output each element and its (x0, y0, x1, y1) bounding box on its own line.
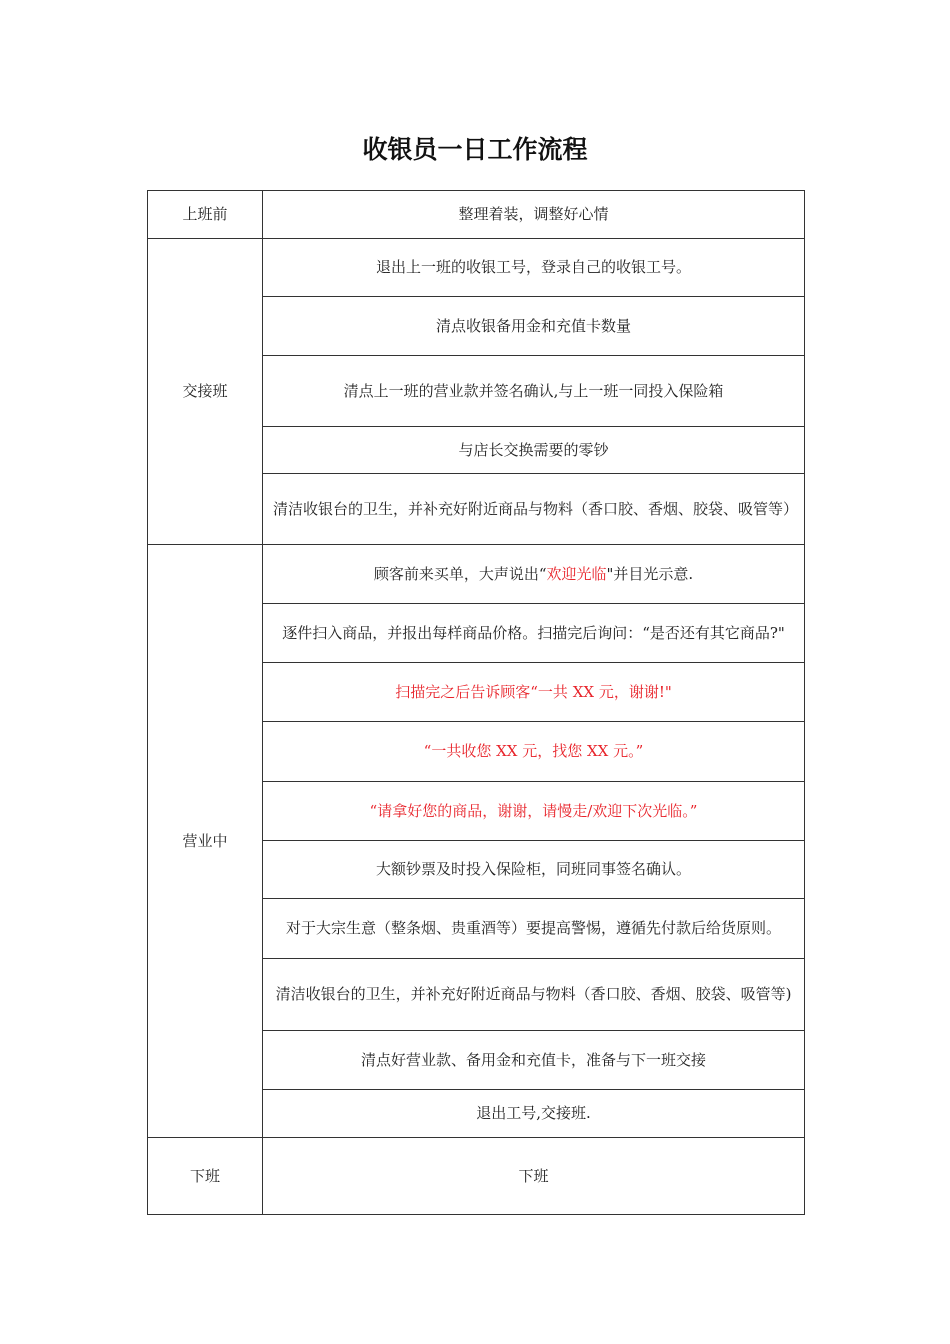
step-text: 退出上一班的收银工号，登录自己的收银工号。 (375, 258, 691, 276)
step-cell (263, 899, 805, 959)
table-row (148, 239, 805, 297)
step-cell (263, 191, 805, 239)
step-cell (263, 841, 805, 899)
table-row (148, 1138, 805, 1215)
step-text: 退出工号,交接班. (476, 1104, 591, 1122)
step-text: 清点上一班的营业款并签名确认,与上一班一同投入保险箱 (343, 381, 724, 400)
step-text: 逐件扫入商品，并报出每样商品价格。扫描完后询问：“是否还有其它商品?" (282, 623, 785, 642)
step-cell (263, 356, 805, 427)
step-text: 清点好营业款、备用金和充值卡，准备与下一班交接 (360, 1050, 706, 1069)
step-cell (263, 663, 805, 722)
step-text: 下班 (518, 1166, 549, 1185)
step-highlight-text: 扫描完之后告诉顾客“一共 XX 元，谢谢!" (395, 682, 672, 701)
phase-cell: 营业中 (148, 545, 263, 1138)
phase-cell: 交接班 (148, 239, 263, 545)
phase-cell: 下班 (148, 1138, 263, 1215)
step-cell (263, 782, 805, 841)
table-row (148, 545, 805, 604)
table-row (148, 191, 805, 239)
step-highlight-text: 欢迎光临 (546, 564, 607, 583)
step-cell (263, 297, 805, 356)
step-text: 对于大宗生意（整条烟、贵重酒等）要提高警惕，遵循先付款后给货原则。 (285, 919, 781, 937)
step-cell (263, 959, 805, 1031)
step-cell (263, 1090, 805, 1138)
phase-cell: 上班前 (148, 191, 263, 239)
step-text: 与店长交换需要的零钞 (458, 440, 609, 459)
step-cell (263, 1031, 805, 1090)
step-cell (263, 722, 805, 782)
step-text: 顾客前来买单，大声说出“ (373, 564, 547, 583)
step-cell (263, 239, 805, 297)
step-text: 清洁收银台的卫生，并补充好附近商品与物料（香口胶、香烟、胶袋、吸管等） (273, 499, 799, 518)
step-highlight-text: “请拿好您的商品，谢谢，请慢走/欢迎下次光临。” (369, 801, 698, 820)
step-cell (263, 545, 805, 604)
step-highlight-text: “一共收您 XX 元，找您 XX 元。” (423, 742, 644, 760)
workflow-table (147, 190, 805, 1215)
step-text: 清点收银备用金和充值卡数量 (435, 316, 631, 335)
step-text-suffix: "并目光示意. (606, 564, 694, 583)
step-cell (263, 474, 805, 545)
step-cell (263, 1138, 805, 1215)
step-cell (263, 427, 805, 474)
step-text: 整理着装，调整好心情 (458, 205, 609, 223)
step-text: 清洁收银台的卫生，并补充好附近商品与物料（香口胶、香烟、胶袋、吸管等) (275, 985, 792, 1003)
step-text: 大额钞票及时投入保险柜，同班同事签名确认。 (375, 860, 691, 878)
page-title: 收银员一日工作流程 (362, 135, 588, 164)
step-cell (263, 604, 805, 663)
